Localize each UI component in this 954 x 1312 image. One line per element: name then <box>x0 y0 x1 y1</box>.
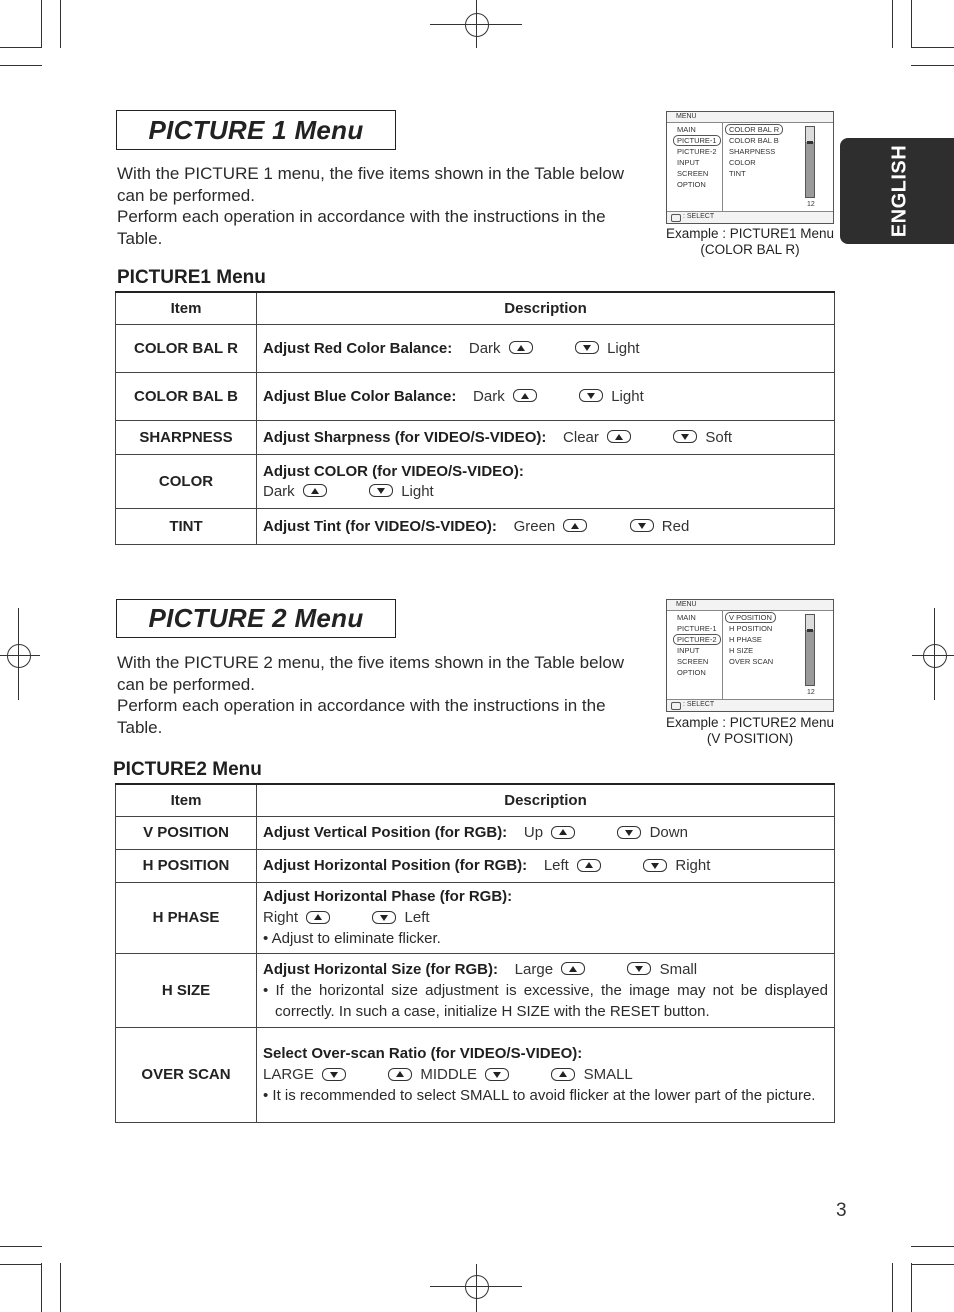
down-arrow-icon <box>369 484 393 497</box>
row-description: Adjust Horizontal Phase (for RGB): Right Left • Adjust to eliminate flicker. <box>257 882 835 953</box>
picture2-table-heading: PICTURE2 Menu <box>113 759 262 780</box>
down-arrow-icon <box>630 519 654 532</box>
caption-line: (V POSITION) <box>706 731 794 746</box>
registration-mark <box>465 13 489 37</box>
up-arrow-icon <box>563 519 587 532</box>
table-row <box>116 372 835 420</box>
crop-mark <box>41 1263 42 1312</box>
example-menu-header: MENU <box>676 601 697 608</box>
caption-line: Example : PICTURE2 Menu <box>665 715 835 730</box>
row-note: • It is recommended to select SMALL to avoid flicker at the lower part of the picture. <box>263 1087 816 1104</box>
picture1-intro <box>117 163 637 249</box>
row-note: • If the horizontal size adjustment is excessive, the image may not be displayed correctly. In such a case, initialize H SIZE with the RESET button. <box>263 981 828 1020</box>
example-submenu-item: COLOR <box>729 158 756 167</box>
down-arrow-icon <box>627 962 651 975</box>
down-arrow-icon <box>575 341 599 354</box>
row-item: H PHASE <box>116 882 257 953</box>
row-description: Adjust COLOR (for VIDEO/S-VIDEO): Dark Light <box>257 454 835 508</box>
example-level-value: 12 <box>807 689 815 696</box>
example-menu-item: OPTION <box>677 668 706 677</box>
picture1-intro-line: Perform each operation in accordance with the instructions in the Table. <box>117 207 606 248</box>
picture2-example-caption <box>660 715 840 747</box>
down-arrow-icon <box>617 826 641 839</box>
table-row <box>116 816 835 849</box>
up-arrow-icon <box>551 826 575 839</box>
example-menu-item: PICTURE-1 <box>677 624 717 633</box>
row-description: Select Over-scan Ratio (for VIDEO/S-VIDEO): LARGE MIDDLE SMALL • It is recommended to select SMALL to avoid flicker at the lower part of the picture. <box>257 1027 835 1122</box>
example-menu-header: MENU <box>676 113 697 120</box>
language-tab-label: ENGLISH <box>888 144 911 238</box>
picture1-table-heading: PICTURE1 Menu <box>117 267 266 288</box>
table-row <box>116 882 835 953</box>
row-item: OVER SCAN <box>116 1027 257 1122</box>
picture1-title-box <box>116 110 396 150</box>
example-menu-item: INPUT <box>677 646 700 655</box>
down-arrow-icon <box>485 1068 509 1081</box>
row-description: Adjust Horizontal Size (for RGB): Large Small • If the horizontal size adjustment is excessive, the image may not be displayed correctly. In such a case, initialize H SIZE with the RESET button. <box>257 953 835 1027</box>
example-submenu-item-selected: COLOR BAL R <box>725 124 783 135</box>
up-arrow-icon <box>388 1068 412 1081</box>
crop-mark <box>0 47 42 48</box>
row-description: Adjust Sharpness (for VIDEO/S-VIDEO): Clear Soft <box>257 420 835 454</box>
example-menu-item-selected: PICTURE-2 <box>673 634 721 645</box>
table-row <box>116 324 835 372</box>
crop-mark <box>911 1263 912 1312</box>
crop-mark <box>892 0 893 48</box>
down-arrow-icon <box>322 1068 346 1081</box>
row-description: Adjust Blue Color Balance: Dark Light <box>257 372 835 420</box>
row-item: H POSITION <box>116 849 257 882</box>
example-menu-item: MAIN <box>677 125 696 134</box>
up-arrow-icon <box>306 911 330 924</box>
up-arrow-icon <box>607 430 631 443</box>
crop-mark <box>0 65 42 66</box>
row-item: COLOR BAL B <box>116 372 257 420</box>
column-header-item: Item <box>116 292 257 324</box>
crop-mark <box>41 0 42 48</box>
picture1-intro-line: With the PICTURE 1 menu, the five items shown in the Table below can be performed. <box>117 164 625 205</box>
column-header-description: Description <box>257 292 835 324</box>
up-arrow-icon <box>551 1068 575 1081</box>
example-level-gauge <box>805 126 815 198</box>
select-icon <box>671 702 681 710</box>
table-row <box>116 1027 835 1122</box>
example-submenu-item: H SIZE <box>729 646 754 655</box>
down-arrow-icon <box>643 859 667 872</box>
down-arrow-icon <box>673 430 697 443</box>
example-submenu-item: H PHASE <box>729 635 762 644</box>
page-number: 3 <box>836 1200 847 1221</box>
picture1-example-menu <box>666 111 834 224</box>
crop-mark <box>911 1264 954 1265</box>
picture2-table <box>115 783 835 1123</box>
example-menu-item: SCREEN <box>677 657 709 666</box>
example-submenu-item: OVER SCAN <box>729 657 774 666</box>
caption-line: (COLOR BAL R) <box>700 242 800 257</box>
example-menu-item: MAIN <box>677 613 696 622</box>
row-item: SHARPNESS <box>116 420 257 454</box>
crop-mark <box>911 65 954 66</box>
row-note: • Adjust to eliminate flicker. <box>263 930 441 947</box>
registration-mark <box>465 1275 489 1299</box>
row-description: Adjust Horizontal Position (for RGB): Left Right <box>257 849 835 882</box>
picture2-title-box <box>116 599 396 638</box>
picture2-title: PICTURE 2 Menu <box>148 603 364 633</box>
crop-mark <box>892 1263 893 1312</box>
picture2-intro-line: Perform each operation in accordance with the instructions in the Table. <box>117 696 606 737</box>
row-item: COLOR BAL R <box>116 324 257 372</box>
row-item: TINT <box>116 508 257 544</box>
column-header-description: Description <box>257 784 835 816</box>
down-arrow-icon <box>579 389 603 402</box>
table-row <box>116 953 835 1027</box>
picture2-example-menu <box>666 599 834 712</box>
table-row <box>116 454 835 508</box>
crop-mark <box>0 1264 42 1265</box>
example-footer: : SELECT <box>683 701 715 708</box>
row-description: Adjust Vertical Position (for RGB): Up Down <box>257 816 835 849</box>
registration-mark <box>923 644 947 668</box>
table-row <box>116 420 835 454</box>
picture2-intro-line: With the PICTURE 2 menu, the five items shown in the Table below can be performed. <box>117 653 625 694</box>
crop-mark <box>911 47 954 48</box>
down-arrow-icon <box>372 911 396 924</box>
table-row <box>116 508 835 544</box>
up-arrow-icon <box>561 962 585 975</box>
example-footer: : SELECT <box>683 213 715 220</box>
up-arrow-icon <box>577 859 601 872</box>
row-description: Adjust Tint (for VIDEO/S-VIDEO): Green Red <box>257 508 835 544</box>
row-description: Adjust Red Color Balance: Dark Light <box>257 324 835 372</box>
language-tab <box>840 138 954 244</box>
example-menu-item: SCREEN <box>677 169 709 178</box>
picture1-title: PICTURE 1 Menu <box>148 114 364 145</box>
example-menu-item: OPTION <box>677 180 706 189</box>
example-submenu-item-selected: V POSITION <box>725 612 776 623</box>
up-arrow-icon <box>509 341 533 354</box>
example-submenu-item: TINT <box>729 169 746 178</box>
example-submenu-item: SHARPNESS <box>729 147 776 156</box>
registration-mark <box>7 644 31 668</box>
example-level-gauge <box>805 614 815 686</box>
row-item: V POSITION <box>116 816 257 849</box>
row-item: H SIZE <box>116 953 257 1027</box>
up-arrow-icon <box>303 484 327 497</box>
example-menu-item: PICTURE-2 <box>677 147 717 156</box>
crop-mark <box>0 1246 42 1247</box>
crop-mark <box>911 0 912 48</box>
example-menu-item: INPUT <box>677 158 700 167</box>
picture2-intro <box>117 652 637 738</box>
example-submenu-item: H POSITION <box>729 624 773 633</box>
column-header-item: Item <box>116 784 257 816</box>
crop-mark <box>911 1246 954 1247</box>
example-level-value: 12 <box>807 201 815 208</box>
example-submenu-item: COLOR BAL B <box>729 136 779 145</box>
caption-line: Example : PICTURE1 Menu <box>665 226 835 241</box>
up-arrow-icon <box>513 389 537 402</box>
select-icon <box>671 214 681 222</box>
picture1-example-caption <box>660 226 840 258</box>
crop-mark <box>60 1263 61 1312</box>
table-row <box>116 849 835 882</box>
picture1-table <box>115 291 835 545</box>
example-menu-item-selected: PICTURE-1 <box>673 135 721 146</box>
row-item: COLOR <box>116 454 257 508</box>
crop-mark <box>60 0 61 48</box>
